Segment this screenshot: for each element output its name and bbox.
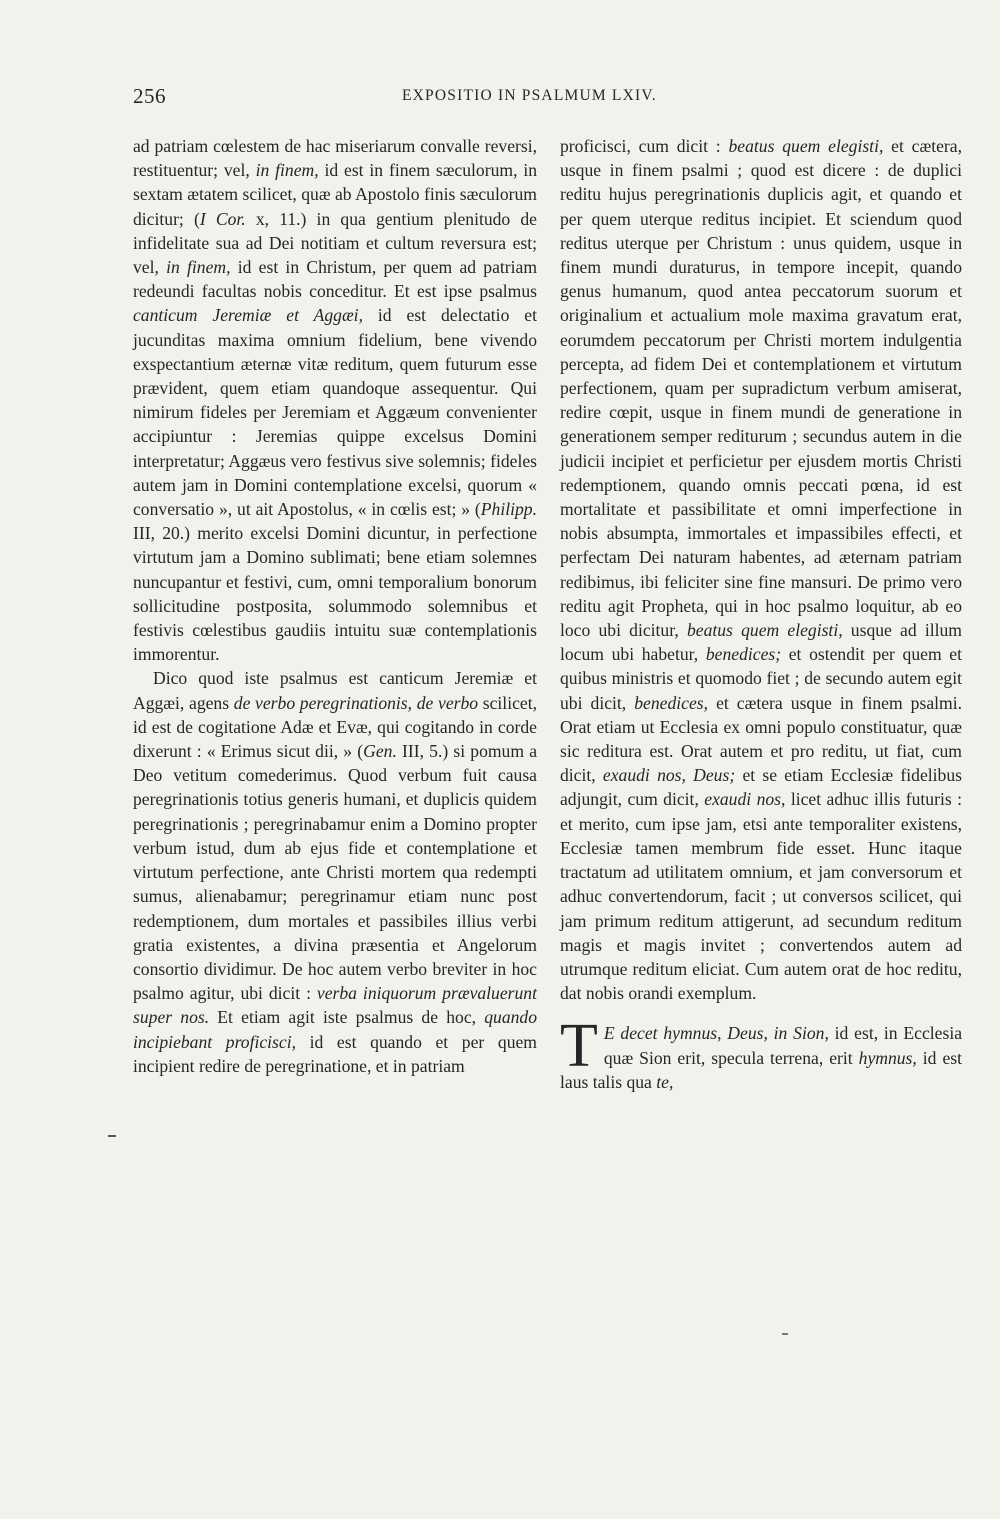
- italic-run: de verbo peregrinationis, de verbo: [233, 692, 479, 713]
- italic-run: beatus quem elegisti,: [728, 136, 884, 156]
- margin-mark: [782, 1333, 788, 1335]
- text-run: et cætera usque in finem psalmi. Orat etiam ut Ecclesia ex omni populo constituatur, quæ sic reditura est. Orat autem et pro reditu, ut fiat, cum dicit,: [560, 692, 962, 786]
- left-paragraph-1: [133, 134, 537, 666]
- margin-mark: [108, 1135, 116, 1137]
- text-run: et cætera, usque in finem psalmi ; quod est dicere : de duplici reditu hujus peregrinationis duplicis agit, et quando et per quem uterque reditus incipiet. Et sciendum quod reditus uterque per Christum : unus quidem, usque in finem mundi duraturus, in tempore incepit, quando genus humanum, quod antea peccatorum suorum et originalium et actualium mole maxima gravatum erat, eorumdem peccatorum per Christi mortem indulgentia percepta, ad fidem Dei et contemplationem et virtutum perfectionem, quam per supradictum verbum amiserat, redire cœpit, usque in finem mundi de generatione in generationem semper rediturum ; secundus autem in die judicii incipiet et perficietur per ejusdem mortis Christi redemptionem, quando omnis peccati pœna, id est mortalitate et passibilitate et omni imperfectione in nobis absumpta, immortales et impassibiles effecti, et perfectam Dei naturam habentes, ad æternam patriam redibimus, ibi feliciter sine fine mansuri. De primo vero reditu agit Propheta, qui in hoc psalmo loquitur, ab eo loco ubi dicitur,: [560, 136, 962, 641]
- italic-run: te,: [656, 1071, 674, 1092]
- right-paragraph-1: [560, 134, 962, 1005]
- text-run: scilicet, id est de cogitatione Adæ et Evæ, qui cogitando in corde dixerunt : « Erimus sicut dii, » (: [133, 692, 537, 762]
- text-run: ad patriam cœlestem de hac miseriarum convalle reversi, restituentur; vel,: [133, 136, 537, 181]
- text-run: id est, in Ecclesia quæ Sion erit, specula terrena, erit: [603, 1023, 963, 1068]
- drop-cap: T: [560, 1012, 598, 1081]
- italic-run: in finem,: [255, 160, 319, 181]
- italic-run: in finem,: [166, 257, 231, 278]
- page-number: 256: [133, 84, 166, 108]
- italic-run: hymnus,: [858, 1047, 917, 1068]
- left-column: [133, 134, 537, 1078]
- text-run: et ostendit per quem et quibus ministris et quomodo fiet ; de secundo autem egit ubi dicit,: [560, 644, 962, 713]
- page-header: [133, 84, 970, 110]
- italic-run: E decet hymnus, Deus, in Sion,: [603, 1023, 829, 1044]
- italic-run: exaudi nos,: [704, 789, 786, 810]
- running-title: EXPOSITIO IN PSALMUM LXIV.: [402, 87, 657, 104]
- right-column: [560, 134, 962, 1094]
- italic-run: verba iniquorum prævaluerunt super nos.: [133, 983, 537, 1028]
- italic-run: I Cor.: [199, 208, 246, 229]
- text-run: usque ad illum locum ubi habetur,: [560, 620, 962, 665]
- italic-run: benedices;: [705, 644, 782, 665]
- text-run: Dico quod iste psalmus est canticum Jeremiæ et Aggæi, agens: [133, 668, 537, 713]
- italic-run: canticum Jeremiæ et Aggæi,: [133, 305, 363, 326]
- text-run: licet adhuc illis futuris : et merito, cum ipse jam, etsi ante temporaliter existens, Ecclesiæ tamen membrum fide esset. Hunc itaque tractatum ad utilitatem omnium, et jam conversorum et adhuc convertendorum, facit ; ut conversos scilicet, qui jam primum reditum attigerunt, ad secundum reditum magis et magis invitet ; convertendos autem ad utrumque reditum eliciat. Cum autem orat de hoc reditu, dat nobis orandi exemplum.: [560, 789, 962, 1004]
- text-run: III, 20.) merito excelsi Domini dicuntur, in perfectione virtutum jam a Domino sublimati; bene etiam solemnes nuncupantur et festivi, cum, omni temporalium bonorum sollicitudine postposita, solummodo solemnibus et festivis cœlestibus gaudiis intuitu suæ contemplationis immorentur.: [133, 523, 537, 665]
- text-run: x, 11.) in qua gentium plenitudo de infidelitate sua ad Dei notitiam et cultum reversura est; vel,: [133, 208, 537, 278]
- text-run: III, 5.) si pomum a Deo vetitum comederimus. Quod verbum fuit causa peregrinationis totius generis humani, et duplicis quidem peregrinationis ; peregrinabamur enim a Domino propter verbum istud, dum ab ejus fide et contemplatione et virtutum perfectione, ante Christi mortem qua redempti sumus, alienabamur; peregrinamur etiam nunc post redemptionem, dum mortales et passibiles illius verbi gratia existentes, a divina præsentia et Angelorum consortio dividimur. De hoc autem verbo breviter in hoc psalmo agitur, ubi dicit :: [133, 741, 538, 1004]
- italic-run: Philipp.: [480, 499, 537, 520]
- text-run: Et etiam agit iste psalmus de hoc,: [209, 1007, 485, 1028]
- left-paragraph-2: [133, 666, 537, 1077]
- italic-run: benedices,: [634, 692, 709, 713]
- text-run: et se etiam Ecclesiæ fidelibus adjungit, cum dicit,: [560, 765, 962, 810]
- right-paragraph-2: [560, 1012, 963, 1094]
- text-run: id est in finem sæculorum, in sextam ætatem scilicet, quæ ab Apostolo finis sæculorum dicitur; (: [133, 160, 537, 229]
- text-run: id est delectatio et jucunditas maxima omnium fidelium, bene vivendo exspectantium æternæ vitæ reditum, quem futurum esse prævident, quem etiam quandoque assequentur. Qui nimirum fideles per Jeremiam et Aggæum convenienter accipiuntur : Jeremias quippe excelsus Domini interpretatur; Aggæus vero festivus sive solemnis; fideles autem jam in Domini contemplatione excelsi, quorum « conversatio », ut ait Apostolus, « in cœlis est; » (: [133, 305, 537, 520]
- italic-run: exaudi nos, Deus;: [602, 765, 736, 786]
- verse-text: [560, 1012, 963, 1092]
- text-run: proficisci, cum dicit :: [560, 136, 729, 156]
- italic-run: Gen.: [363, 741, 397, 762]
- italic-run: quando incipiebant proficisci,: [133, 1007, 537, 1052]
- text-run: id est quando et per quem incipient redire de peregrinatione, et in patriam: [133, 1031, 537, 1076]
- italic-run: beatus quem elegisti,: [686, 620, 843, 641]
- text-run: id est in Christum, per quem ad patriam redeundi facultas nobis conceditur. Et est ipse psalmus: [133, 257, 538, 302]
- text-run: id est laus talis qua: [560, 1047, 962, 1092]
